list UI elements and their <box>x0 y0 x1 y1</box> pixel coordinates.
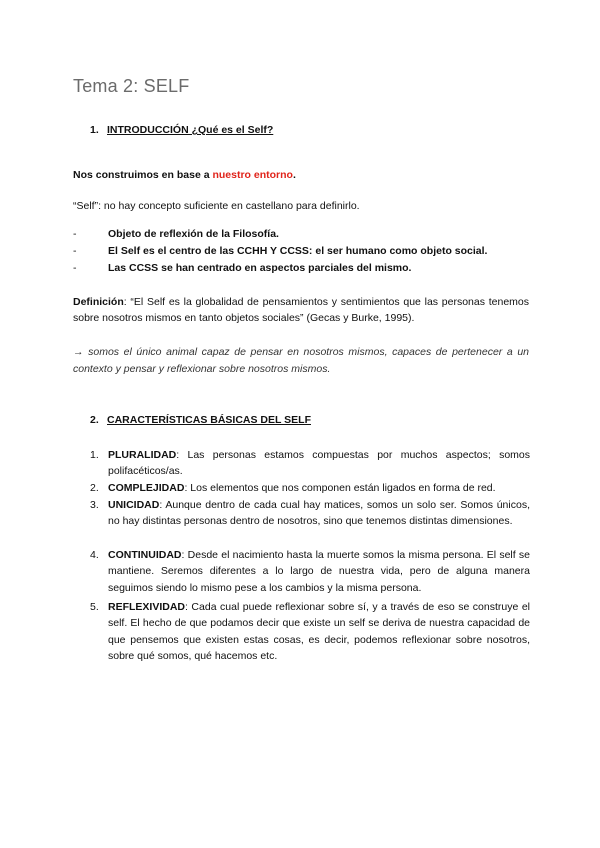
bullet-item <box>73 245 513 257</box>
bullet-text: El Self es el centro de las CCHH Y CCSS: el ser humano como objeto social. <box>108 245 488 257</box>
list-text: : Aunque dentro de cada cual hay matices, somos un solo ser. Somos únicos, no hay distintas personas dentro de nosotros, sino que tenemos distintas dimensiones. <box>108 499 530 528</box>
intro-highlight: nuestro entorno <box>212 169 293 181</box>
section-2-number: 2. <box>90 414 99 426</box>
section-2-title: CARACTERÍSTICAS BÁSICAS DEL SELF <box>107 414 311 426</box>
list-text: : Los elementos que nos componen están ligados en forma de red. <box>184 482 496 494</box>
bullet-item <box>73 228 513 240</box>
self-definition-line: “Self”: no hay concepto suficiente en castellano para definirlo. <box>73 200 360 212</box>
list-item <box>90 547 530 596</box>
intro-suffix: . <box>292 169 296 181</box>
section-1-number: 1. <box>90 124 99 136</box>
section-1-title: INTRODUCCIÓN ¿Qué es el Self? <box>107 124 274 136</box>
bullet-text: Objeto de reflexión de la Filosofía. <box>108 228 279 240</box>
list-keyword: CONTINUIDAD <box>108 549 182 561</box>
list-keyword: COMPLEJIDAD <box>108 482 185 494</box>
list-number: 4. <box>90 549 99 561</box>
bullet-dash: - <box>73 262 77 274</box>
list-item <box>90 497 530 530</box>
list-keyword: PLURALIDAD <box>108 449 177 461</box>
page-title: Tema 2: SELF <box>73 76 190 96</box>
bullet-dash: - <box>73 245 77 257</box>
list-item <box>90 480 530 496</box>
list-number: 2. <box>90 482 99 494</box>
list-keyword: UNICIDAD <box>108 499 160 511</box>
italic-note: → somos el único animal capaz de pensar en nosotros mismos, capaces de pertenecer a un contexto y pensar y reflexionar sobre nosotros mismos. <box>73 346 529 375</box>
intro-line <box>73 167 296 183</box>
list-number: 5. <box>90 601 99 613</box>
list-keyword: REFLEXIVIDAD <box>108 601 186 613</box>
definition-paragraph <box>73 294 529 326</box>
list-text: : Cada cual puede reflexionar sobre sí, y a través de eso se construye el self. El hecho de que podamos decir que existe un self se deriva de nuestra capacidad de que pensemos que existen estas cosas, es decir, podemos reflexionar sobre nosotros, sobre qué somos, qué hacemos etc. <box>108 601 530 662</box>
list-number: 1. <box>90 449 99 461</box>
list-text: : Desde el nacimiento hasta la muerte somos la misma persona. El self se mantiene. Seremos diferentes a lo largo de nuestra vida, pero de alguna manera seguimos siendo lo mismo pese a los cambios y la misma persona. <box>108 549 530 594</box>
bullet-item <box>73 262 513 274</box>
intro-prefix: Nos construimos en base a <box>73 169 213 181</box>
list-text: : Las personas estamos compuestas por muchos aspectos; somos polifacéticos/as. <box>108 449 530 478</box>
section-1-heading <box>90 124 273 136</box>
bullet-text: Las CCSS se han centrado en aspectos parciales del mismo. <box>108 262 412 274</box>
bullet-dash: - <box>73 228 77 240</box>
definition-text: : “El Self es la globalidad de pensamientos y sentimientos que las personas tenemos sobre nosotros mismos en tanto objetos sociales” (Gecas y Burke, 1995). <box>73 296 529 324</box>
definition-label: Definición <box>73 296 124 308</box>
list-number: 3. <box>90 499 99 511</box>
list-item <box>90 599 530 664</box>
list-item <box>90 447 530 480</box>
section-2-heading <box>90 414 311 426</box>
